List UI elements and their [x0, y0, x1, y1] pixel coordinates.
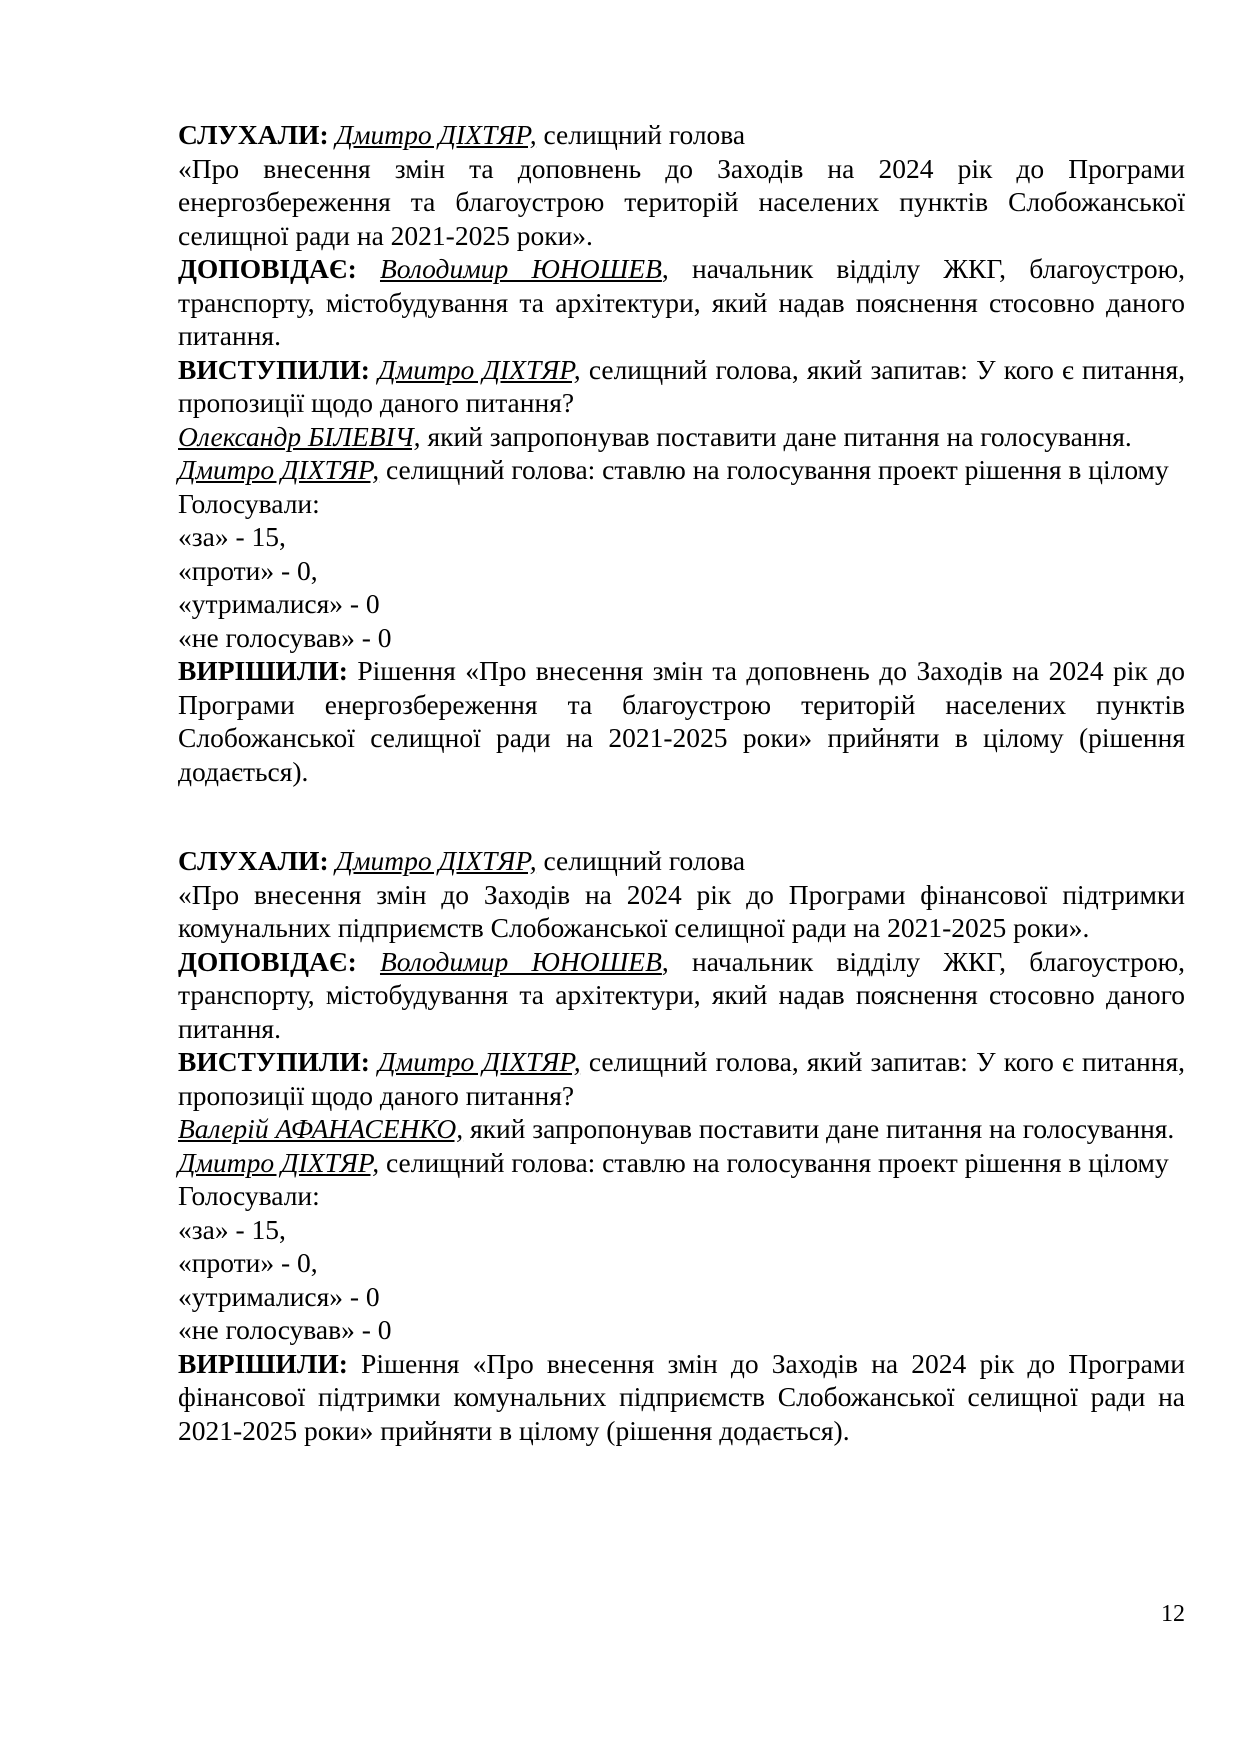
vote-for: «за» - 15,: [178, 521, 286, 552]
heard-label: СЛУХАЛИ:: [178, 845, 329, 876]
proposer-text: який запропонував поставити дане питання на голосування.: [420, 420, 1132, 452]
voted-label: Голосували:: [178, 487, 320, 519]
proposer-paragraph: [178, 420, 1185, 454]
spoke-label: ВИСТУПИЛИ:: [178, 353, 370, 385]
decided-text: Рішення «Про внесення змін до Заходів на 2024 рік до Програми фінансової підтримки комунальних підприємств Слобожанської селищної ради на 2021-2025 роки» прийняти в цілому (рішення додається).: [178, 1347, 1185, 1446]
decided-text: Рішення «Про внесення змін та доповнень до Заходів на 2024 рік до Програми енергозбереження та благоустрою територій населених пунктів Слобожанської селищної ради на 2021-2025 роки» прийняти в цілому (рішення додається).: [178, 655, 1185, 787]
reports-label: ДОПОВІДАЄ:: [178, 253, 357, 284]
chair-text: селищний голова: ставлю на голосування проект рішення в цілому: [379, 454, 1169, 485]
proposer-text: який запропонував поставити дане питання на голосування.: [463, 1113, 1175, 1144]
decided-paragraph: [178, 654, 1185, 788]
heard-paragraph: [178, 844, 1185, 878]
heard-name: Дмитро ДІХТЯР,: [335, 119, 537, 150]
decided-paragraph: [178, 1347, 1185, 1448]
reports-paragraph: [178, 945, 1185, 1046]
reports-paragraph: [178, 252, 1185, 353]
chair-name: Дмитро ДІХТЯР,: [178, 454, 380, 485]
spoke-name: Дмитро ДІХТЯР,: [378, 1046, 581, 1077]
spoke-text: селищний голова, який запитав: У кого є питання, пропозиції щодо даного питання?: [178, 1046, 1186, 1111]
heard-paragraph: [178, 118, 1185, 152]
proposer-name: Олександр БІЛЕВІЧ,: [178, 420, 421, 452]
decided-label: ВИРІШИЛИ:: [178, 655, 348, 686]
proposer-paragraph: [178, 1112, 1185, 1146]
decided-label: ВИРІШИЛИ:: [178, 1347, 348, 1379]
spoke-text: селищний голова, який запитав: У кого є питання, пропозиції щодо даного питання?: [178, 353, 1186, 418]
heard-label: СЛУХАЛИ:: [178, 119, 329, 150]
vote-abstained: «утрималися» - 0: [178, 1280, 380, 1312]
page-number: 12: [1161, 1601, 1185, 1627]
reports-name: Володимир ЮНОШЕВ: [379, 253, 662, 284]
spoke-name: Дмитро ДІХТЯР,: [378, 353, 581, 385]
vote-against: «проти» - 0,: [178, 554, 318, 586]
spoke-label: ВИСТУПИЛИ:: [178, 1046, 370, 1077]
vote-not-voted: «не голосував» - 0: [178, 621, 392, 653]
reports-name: Володимир ЮНОШЕВ: [379, 945, 662, 977]
chair-paragraph: [178, 1146, 1185, 1180]
agenda-item-1: [178, 118, 1185, 788]
proposer-name: Валерій АФАНАСЕНКО,: [178, 1113, 464, 1144]
vote-not-voted: «не голосував» - 0: [178, 1314, 392, 1345]
heard-role: селищний голова: [536, 845, 746, 876]
reports-text: , начальник відділу ЖКГ, благоустрою, транспорту, містобудування та архітектури, який надав пояснення стосовно даного питання.: [178, 253, 1186, 351]
topic-paragraph: «Про внесення змін та доповнень до Заходів на 2024 рік до Програми енергозбереження та благоустрою територій населених пунктів Слобожанської селищної ради на 2021-2025 роки».: [178, 152, 1185, 251]
chair-text: селищний голова: ставлю на голосування проект рішення в цілому: [379, 1146, 1169, 1178]
topic-paragraph: «Про внесення змін до Заходів на 2024 рік до Програми фінансової підтримки комунальних підприємств Слобожанської селищної ради на 2021-2025 роки».: [178, 878, 1185, 943]
chair-paragraph: [178, 453, 1185, 487]
document-page: [178, 118, 1185, 1447]
chair-name: Дмитро ДІХТЯР,: [178, 1146, 380, 1178]
vote-against: «проти» - 0,: [178, 1247, 318, 1278]
voted-label: Голосували:: [178, 1180, 320, 1211]
vote-for: «за» - 15,: [178, 1213, 286, 1245]
heard-name: Дмитро ДІХТЯР,: [335, 845, 537, 876]
spoke-paragraph: [178, 353, 1185, 420]
spoke-paragraph: [178, 1045, 1185, 1112]
reports-text: , начальник відділу ЖКГ, благоустрою, транспорту, містобудування та архітектури, який надав пояснення стосовно даного питання.: [178, 945, 1186, 1044]
vote-abstained: «утрималися» - 0: [178, 588, 380, 619]
reports-label: ДОПОВІДАЄ:: [178, 945, 357, 977]
agenda-item-2: [178, 844, 1185, 1447]
heard-role: селищний голова: [536, 119, 746, 150]
